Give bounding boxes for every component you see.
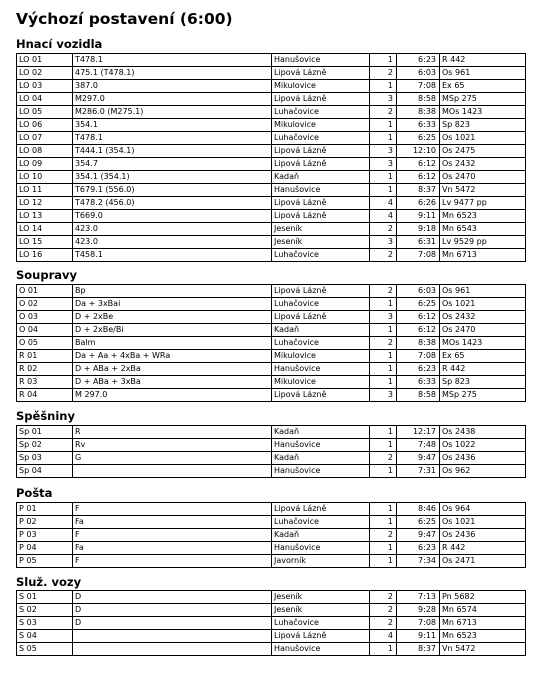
cell-composition: 354.1 [73, 119, 272, 132]
cell-station: Lipová Lázně [272, 210, 370, 223]
cell-track: 1 [370, 54, 397, 67]
cell-time: 6:12 [397, 158, 440, 171]
cell-track: 1 [370, 376, 397, 389]
cell-id: LO 11 [17, 184, 73, 197]
cell-time: 7:08 [397, 350, 440, 363]
cell-station: Hanušovice [272, 184, 370, 197]
cell-id: S 04 [17, 630, 73, 643]
cell-composition: T478.1 [73, 54, 272, 67]
cell-id: S 03 [17, 617, 73, 630]
cell-time: 7:31 [397, 465, 440, 478]
cell-id: Sp 02 [17, 439, 73, 452]
cell-station: Lipová Lázně [272, 389, 370, 402]
cell-id: R 02 [17, 363, 73, 376]
table-row [17, 298, 526, 311]
cell-time: 12:10 [397, 145, 440, 158]
table-row [17, 591, 526, 604]
cell-id: LO 03 [17, 80, 73, 93]
section-heading-locomotives: Hnací vozidla [16, 37, 103, 51]
cell-composition: R [73, 426, 272, 439]
table-row [17, 465, 526, 478]
table-row [17, 516, 526, 529]
cell-id: S 01 [17, 591, 73, 604]
table-row [17, 452, 526, 465]
cell-train: MOs 1423 [440, 337, 526, 350]
cell-time: 9:11 [397, 630, 440, 643]
cell-station: Lipová Lázně [272, 145, 370, 158]
cell-time: 8:38 [397, 106, 440, 119]
cell-train: Mn 6574 [440, 604, 526, 617]
cell-id: P 03 [17, 529, 73, 542]
cell-station: Hanušovice [272, 54, 370, 67]
cell-track: 1 [370, 132, 397, 145]
cell-train: Sp 823 [440, 119, 526, 132]
table-row [17, 67, 526, 80]
cell-id: LO 13 [17, 210, 73, 223]
cell-track: 4 [370, 210, 397, 223]
table-row [17, 389, 526, 402]
cell-time: 6:12 [397, 311, 440, 324]
cell-train: Os 1021 [440, 298, 526, 311]
cell-station: Lipová Lázně [272, 503, 370, 516]
cell-time: 7:48 [397, 439, 440, 452]
cell-composition: T458.1 [73, 249, 272, 262]
cell-station: Kadaň [272, 529, 370, 542]
cell-track: 2 [370, 452, 397, 465]
table-row [17, 337, 526, 350]
table-row [17, 376, 526, 389]
cell-station: Mikulovice [272, 80, 370, 93]
cell-track: 1 [370, 184, 397, 197]
cell-train: Ex 65 [440, 350, 526, 363]
cell-track: 1 [370, 350, 397, 363]
cell-station: Mikulovice [272, 376, 370, 389]
table-row [17, 236, 526, 249]
cell-id: LO 02 [17, 67, 73, 80]
cell-station: Javorník [272, 555, 370, 568]
cell-composition [73, 643, 272, 656]
table-row [17, 132, 526, 145]
cell-train: Os 2436 [440, 452, 526, 465]
cell-station: Hanušovice [272, 643, 370, 656]
cell-train: Os 2471 [440, 555, 526, 568]
table-row [17, 184, 526, 197]
cell-id: P 04 [17, 542, 73, 555]
table-row [17, 542, 526, 555]
cell-composition: T444.1 (354.1) [73, 145, 272, 158]
cell-time: 6:26 [397, 197, 440, 210]
cell-composition: 423.0 [73, 223, 272, 236]
cell-train: Lv 9477 pp [440, 197, 526, 210]
cell-time: 12:17 [397, 426, 440, 439]
cell-composition: D + 2xBe/Bi [73, 324, 272, 337]
cell-composition: Balm [73, 337, 272, 350]
cell-time: 8:37 [397, 643, 440, 656]
table-row [17, 223, 526, 236]
cell-time: 6:33 [397, 119, 440, 132]
cell-track: 3 [370, 145, 397, 158]
cell-id: P 02 [17, 516, 73, 529]
cell-time: 8:58 [397, 389, 440, 402]
cell-time: 7:34 [397, 555, 440, 568]
cell-train: MSp 275 [440, 93, 526, 106]
cell-time: 9:47 [397, 452, 440, 465]
cell-composition: F [73, 503, 272, 516]
table-row [17, 363, 526, 376]
cell-track: 4 [370, 630, 397, 643]
cell-time: 6:23 [397, 363, 440, 376]
cell-id: O 04 [17, 324, 73, 337]
cell-track: 3 [370, 158, 397, 171]
cell-id: LO 09 [17, 158, 73, 171]
cell-track: 2 [370, 604, 397, 617]
cell-composition: D [73, 591, 272, 604]
table-row [17, 311, 526, 324]
cell-id: R 04 [17, 389, 73, 402]
cell-id: LO 15 [17, 236, 73, 249]
cell-track: 1 [370, 503, 397, 516]
table-row [17, 604, 526, 617]
section-heading-train-sets: Soupravy [16, 268, 78, 282]
cell-track: 1 [370, 80, 397, 93]
cell-composition: D [73, 617, 272, 630]
cell-track: 1 [370, 324, 397, 337]
cell-track: 2 [370, 223, 397, 236]
cell-station: Lipová Lázně [272, 311, 370, 324]
cell-station: Luhačovice [272, 516, 370, 529]
cell-station: Mikulovice [272, 119, 370, 132]
cell-train: Lv 9529 pp [440, 236, 526, 249]
cell-track: 2 [370, 249, 397, 262]
cell-station: Lipová Lázně [272, 158, 370, 171]
cell-id: LO 01 [17, 54, 73, 67]
cell-composition [73, 465, 272, 478]
cell-train: Os 964 [440, 503, 526, 516]
table-service-cars [16, 590, 526, 656]
cell-composition: Da + 3xBai [73, 298, 272, 311]
cell-id: P 05 [17, 555, 73, 568]
table-row [17, 555, 526, 568]
cell-composition: Fa [73, 516, 272, 529]
cell-id: LO 14 [17, 223, 73, 236]
cell-station: Luhačovice [272, 617, 370, 630]
cell-station: Hanušovice [272, 363, 370, 376]
table-row [17, 93, 526, 106]
table-train-sets [16, 284, 526, 402]
cell-train: Os 962 [440, 465, 526, 478]
cell-composition: G [73, 452, 272, 465]
cell-train: R 442 [440, 54, 526, 67]
table-row [17, 617, 526, 630]
cell-time: 9:47 [397, 529, 440, 542]
cell-station: Luhačovice [272, 337, 370, 350]
cell-track: 1 [370, 465, 397, 478]
cell-station: Jeseník [272, 223, 370, 236]
cell-station: Kadaň [272, 452, 370, 465]
cell-station: Luhačovice [272, 132, 370, 145]
cell-time: 8:46 [397, 503, 440, 516]
cell-train: Vn 5472 [440, 184, 526, 197]
cell-time: 8:38 [397, 337, 440, 350]
table-row [17, 350, 526, 363]
cell-train: Os 961 [440, 67, 526, 80]
table-row [17, 197, 526, 210]
cell-id: LO 16 [17, 249, 73, 262]
cell-time: 6:25 [397, 516, 440, 529]
cell-composition: Da + Aa + 4xBa + WRa [73, 350, 272, 363]
cell-time: 6:31 [397, 236, 440, 249]
cell-time: 6:23 [397, 54, 440, 67]
table-row [17, 439, 526, 452]
table-locomotives [16, 53, 526, 262]
cell-composition: 354.1 (354.1) [73, 171, 272, 184]
cell-train: R 442 [440, 542, 526, 555]
cell-station: Kadaň [272, 171, 370, 184]
cell-track: 3 [370, 311, 397, 324]
table-mail [16, 502, 526, 568]
cell-id: LO 05 [17, 106, 73, 119]
table-row [17, 80, 526, 93]
cell-train: Os 2432 [440, 311, 526, 324]
cell-station: Hanušovice [272, 465, 370, 478]
section-heading-express-parcels: Spěšniny [16, 409, 75, 423]
cell-station: Jeseník [272, 236, 370, 249]
cell-composition: Fa [73, 542, 272, 555]
cell-station: Lipová Lázně [272, 285, 370, 298]
cell-id: O 05 [17, 337, 73, 350]
cell-track: 1 [370, 643, 397, 656]
cell-time: 6:03 [397, 67, 440, 80]
cell-time: 8:37 [397, 184, 440, 197]
cell-track: 3 [370, 93, 397, 106]
cell-track: 1 [370, 298, 397, 311]
cell-train: Os 2436 [440, 529, 526, 542]
cell-train: MOs 1423 [440, 106, 526, 119]
cell-train: R 442 [440, 363, 526, 376]
cell-track: 2 [370, 67, 397, 80]
cell-station: Kadaň [272, 426, 370, 439]
table-row [17, 145, 526, 158]
cell-id: Sp 03 [17, 452, 73, 465]
section-heading-mail: Pošta [16, 486, 53, 500]
cell-composition: Bp [73, 285, 272, 298]
table-row [17, 54, 526, 67]
cell-track: 2 [370, 106, 397, 119]
table-row [17, 171, 526, 184]
table-row [17, 503, 526, 516]
cell-track: 2 [370, 591, 397, 604]
table-row [17, 285, 526, 298]
cell-time: 7:08 [397, 617, 440, 630]
cell-station: Jeseník [272, 604, 370, 617]
cell-track: 3 [370, 389, 397, 402]
cell-train: Sp 823 [440, 376, 526, 389]
cell-composition: 423.0 [73, 236, 272, 249]
cell-id: LO 04 [17, 93, 73, 106]
cell-train: Os 2438 [440, 426, 526, 439]
cell-track: 2 [370, 337, 397, 350]
cell-station: Mikulovice [272, 350, 370, 363]
table-row [17, 119, 526, 132]
cell-train: Os 2470 [440, 324, 526, 337]
cell-id: S 02 [17, 604, 73, 617]
cell-train: Mn 6713 [440, 617, 526, 630]
cell-time: 9:11 [397, 210, 440, 223]
cell-train: Pn 5682 [440, 591, 526, 604]
cell-track: 1 [370, 426, 397, 439]
cell-id: R 01 [17, 350, 73, 363]
cell-id: P 01 [17, 503, 73, 516]
cell-train: Os 2475 [440, 145, 526, 158]
cell-train: Os 2470 [440, 171, 526, 184]
cell-track: 1 [370, 439, 397, 452]
cell-composition: T478.1 [73, 132, 272, 145]
cell-id: LO 10 [17, 171, 73, 184]
cell-station: Luhačovice [272, 298, 370, 311]
table-row [17, 426, 526, 439]
cell-composition: 354.7 [73, 158, 272, 171]
cell-track: 2 [370, 617, 397, 630]
cell-track: 2 [370, 285, 397, 298]
cell-id: LO 07 [17, 132, 73, 145]
cell-composition: T679.1 (556.0) [73, 184, 272, 197]
cell-id: Sp 01 [17, 426, 73, 439]
cell-time: 6:03 [397, 285, 440, 298]
table-row [17, 249, 526, 262]
cell-track: 2 [370, 529, 397, 542]
cell-time: 7:08 [397, 80, 440, 93]
cell-composition: D [73, 604, 272, 617]
cell-id: LO 06 [17, 119, 73, 132]
cell-track: 4 [370, 197, 397, 210]
cell-station: Lipová Lázně [272, 630, 370, 643]
cell-train: Mn 6543 [440, 223, 526, 236]
cell-track: 1 [370, 363, 397, 376]
cell-composition: 475.1 (T478.1) [73, 67, 272, 80]
cell-station: Hanušovice [272, 542, 370, 555]
cell-id: S 05 [17, 643, 73, 656]
cell-track: 1 [370, 516, 397, 529]
cell-train: Ex 65 [440, 80, 526, 93]
cell-station: Luhačovice [272, 249, 370, 262]
cell-station: Kadaň [272, 324, 370, 337]
cell-train: Os 1022 [440, 439, 526, 452]
cell-time: 6:33 [397, 376, 440, 389]
cell-time: 9:28 [397, 604, 440, 617]
cell-train: Os 2432 [440, 158, 526, 171]
cell-train: Vn 5472 [440, 643, 526, 656]
cell-station: Hanušovice [272, 439, 370, 452]
cell-station: Lipová Lázně [272, 93, 370, 106]
cell-id: O 02 [17, 298, 73, 311]
cell-composition: T478.2 (456.0) [73, 197, 272, 210]
table-row [17, 158, 526, 171]
cell-station: Jeseník [272, 591, 370, 604]
cell-composition: F [73, 555, 272, 568]
cell-composition: D + ABa + 2xBa [73, 363, 272, 376]
cell-composition: F [73, 529, 272, 542]
cell-track: 3 [370, 236, 397, 249]
cell-composition: M297.0 [73, 93, 272, 106]
cell-train: Mn 6523 [440, 630, 526, 643]
cell-composition: T669.0 [73, 210, 272, 223]
table-row [17, 529, 526, 542]
table-row [17, 210, 526, 223]
cell-time: 9:18 [397, 223, 440, 236]
cell-time: 8:58 [397, 93, 440, 106]
cell-time: 6:25 [397, 298, 440, 311]
cell-composition [73, 630, 272, 643]
cell-track: 1 [370, 542, 397, 555]
cell-id: Sp 04 [17, 465, 73, 478]
cell-train: Os 1021 [440, 132, 526, 145]
cell-id: O 03 [17, 311, 73, 324]
cell-time: 7:13 [397, 591, 440, 604]
table-express-parcels [16, 425, 526, 478]
table-row [17, 630, 526, 643]
table-row [17, 324, 526, 337]
cell-station: Luhačovice [272, 106, 370, 119]
cell-time: 6:23 [397, 542, 440, 555]
cell-id: LO 12 [17, 197, 73, 210]
cell-station: Lipová Lázně [272, 197, 370, 210]
page-title: Výchozí postavení (6:00) [16, 10, 233, 28]
table-row [17, 643, 526, 656]
cell-station: Lipová Lázně [272, 67, 370, 80]
cell-composition: Rv [73, 439, 272, 452]
cell-composition: M286.0 (M275.1) [73, 106, 272, 119]
cell-time: 6:12 [397, 171, 440, 184]
cell-time: 6:25 [397, 132, 440, 145]
cell-composition: D + 2xBe [73, 311, 272, 324]
cell-time: 7:08 [397, 249, 440, 262]
cell-time: 6:12 [397, 324, 440, 337]
cell-train: Mn 6713 [440, 249, 526, 262]
cell-composition: M 297.0 [73, 389, 272, 402]
section-heading-service-cars: Služ. vozy [16, 575, 82, 589]
cell-id: LO 08 [17, 145, 73, 158]
cell-composition: 387.0 [73, 80, 272, 93]
cell-id: R 03 [17, 376, 73, 389]
cell-train: Os 961 [440, 285, 526, 298]
cell-train: Mn 6523 [440, 210, 526, 223]
cell-track: 1 [370, 171, 397, 184]
cell-composition: D + ABa + 3xBa [73, 376, 272, 389]
cell-train: Os 1021 [440, 516, 526, 529]
table-row [17, 106, 526, 119]
cell-track: 1 [370, 119, 397, 132]
cell-id: O 01 [17, 285, 73, 298]
cell-track: 1 [370, 555, 397, 568]
cell-train: MSp 275 [440, 389, 526, 402]
